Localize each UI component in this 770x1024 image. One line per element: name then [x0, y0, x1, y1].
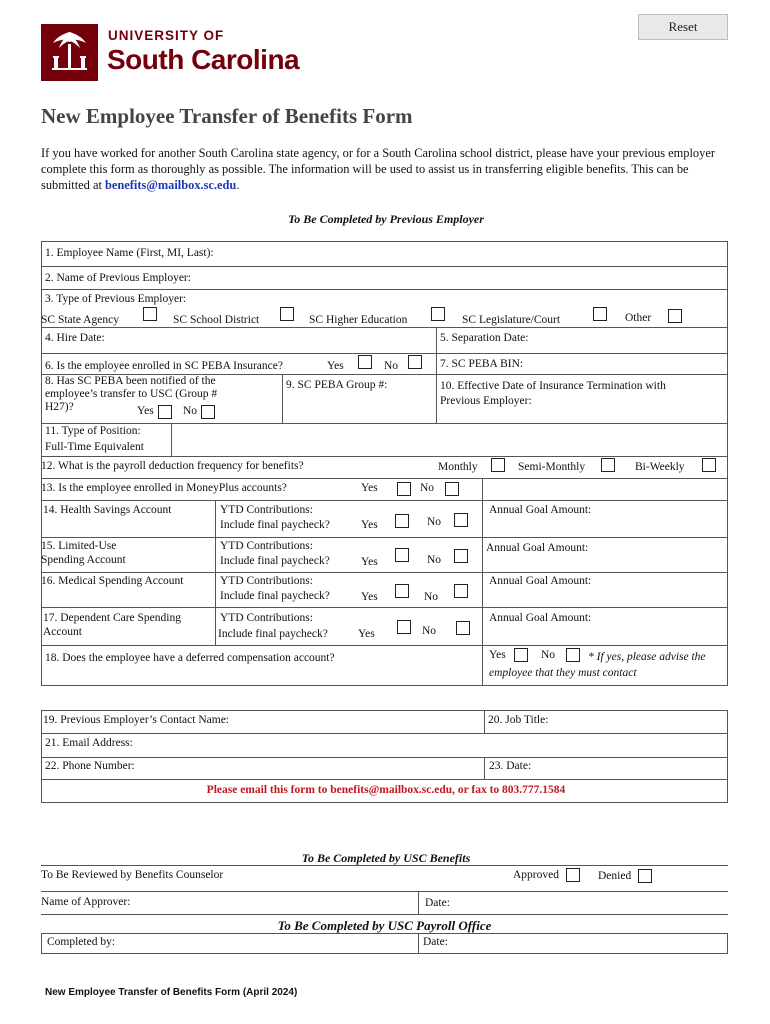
option-other: Other [625, 312, 652, 324]
grid-line [41, 779, 728, 780]
field-6-yes: Yes [327, 360, 344, 372]
grid-line [41, 327, 728, 328]
intro-email-link[interactable]: benefits@mailbox.sc.edu [105, 178, 237, 192]
field-8-yes: Yes [137, 405, 154, 417]
completed-by-label: Completed by: [47, 936, 116, 948]
field-6-label: 6. Is the employee enrolled in SC PEBA Insurance? [45, 360, 283, 372]
grid-line [484, 757, 485, 779]
grid-line [41, 645, 728, 646]
checkbox-peba-notified-yes[interactable] [158, 405, 172, 419]
logo-south-carolina: South Carolina [107, 44, 300, 75]
field-14-goal: Annual Goal Amount: [489, 504, 592, 516]
field-14-final: Include final paycheck? [220, 519, 330, 531]
grid-line [41, 289, 728, 290]
field-2-label: 2. Name of Previous Employer: [45, 272, 191, 284]
grid-line [41, 933, 728, 934]
checkbox-dcsa-yes[interactable] [397, 620, 411, 634]
grid-line [418, 933, 419, 953]
checkbox-hsa-yes[interactable] [395, 514, 409, 528]
grid-line [41, 423, 728, 424]
field-15-goal: Annual Goal Amount: [486, 542, 589, 554]
grid-line [41, 757, 728, 758]
checkbox-approved[interactable] [566, 868, 580, 882]
grid-line [41, 933, 42, 953]
checkbox-lusa-yes[interactable] [395, 548, 409, 562]
field-18-label: 18. Does the employee have a deferred compensation account? [45, 652, 335, 664]
checkbox-sc-state-agency[interactable] [143, 307, 157, 321]
reset-button[interactable]: Reset [638, 14, 728, 40]
grid-line [727, 933, 728, 953]
checkbox-denied[interactable] [638, 869, 652, 883]
page-title: New Employee Transfer of Benefits Form [41, 104, 413, 128]
field-10-label: 10. Effective Date of Insurance Termination with Previous Employer: [440, 380, 666, 407]
field-18-note: * If yes, please advise the employee that they must contact [489, 651, 706, 679]
intro-paragraph [41, 145, 731, 193]
email-fax-notice: Please email this form to benefits@mailbox.sc.edu, or fax to 803.777.1584 [206, 784, 566, 796]
field-8-label: 8. Has SC PEBA been notified of the employee’s transfer to USC (Group # H27)? [45, 375, 218, 413]
checkbox-monthly[interactable] [491, 458, 505, 472]
grid-line [418, 891, 419, 914]
field-21-label: 21. Email Address: [45, 737, 133, 749]
field-11-fte: Full-Time Equivalent [45, 441, 144, 453]
grid-line [41, 607, 728, 608]
field-6-no: No [384, 360, 399, 372]
field-18-no: No [541, 649, 556, 661]
grid-line [41, 865, 728, 866]
checkbox-msa-no[interactable] [454, 584, 468, 598]
grid-line [41, 456, 728, 457]
checkbox-moneyplus-no[interactable] [445, 482, 459, 496]
field-12-label: 12. What is the payroll deduction frequency for benefits? [41, 460, 304, 472]
grid-line [41, 802, 728, 803]
option-sc-legislature-court: SC Legislature/Court [462, 314, 561, 326]
grid-line [41, 241, 728, 242]
option-semi-monthly: Semi-Monthly [518, 461, 586, 473]
grid-line [41, 266, 728, 267]
grid-line [484, 710, 485, 733]
grid-line [41, 733, 728, 734]
checkbox-other[interactable] [668, 309, 682, 323]
checkbox-peba-insurance-yes[interactable] [358, 355, 372, 369]
approved-label: Approved [513, 869, 559, 881]
field-7-label: 7. SC PEBA BIN: [440, 358, 524, 370]
option-sc-higher-education: SC Higher Education [309, 314, 408, 326]
logo-university-of: UNIVERSITY OF [108, 28, 225, 43]
field-16-no: No [424, 591, 439, 603]
field-1-label: 1. Employee Name (First, MI, Last): [45, 247, 214, 259]
reviewed-by-label: To Be Reviewed by Benefits Counselor [41, 869, 224, 881]
field-19-label: 19. Previous Employer’s Contact Name: [43, 714, 229, 726]
grid-line [482, 645, 483, 685]
section-payroll-office: To Be Completed by USC Payroll Office [277, 918, 492, 933]
field-13-yes: Yes [361, 482, 378, 494]
option-sc-state-agency: SC State Agency [41, 314, 119, 326]
field-22-label: 22. Phone Number: [45, 760, 135, 772]
grid-line [727, 241, 728, 685]
approver-label: Name of Approver: [41, 896, 131, 908]
field-18-yes: Yes [489, 649, 506, 661]
field-8-no: No [183, 405, 198, 417]
checkbox-msa-yes[interactable] [395, 584, 409, 598]
field-15-label: 15. Limited-Use Spending Account [41, 540, 126, 566]
grid-line [436, 327, 437, 423]
approver-date-label: Date: [425, 897, 450, 909]
checkbox-peba-insurance-no[interactable] [408, 355, 422, 369]
option-bi-weekly: Bi-Weekly [635, 461, 685, 473]
field-16-label: 16. Medical Spending Account [41, 575, 184, 587]
checkbox-sc-legislature-court[interactable] [593, 307, 607, 321]
grid-line [482, 478, 483, 645]
field-16-yes: Yes [361, 591, 378, 603]
section-usc-benefits: To Be Completed by USC Benefits [301, 851, 471, 865]
option-sc-school-district: SC School District [173, 314, 260, 326]
field-15-final: Include final paycheck? [220, 555, 330, 567]
field-9-label: 9. SC PEBA Group #: [286, 379, 388, 391]
grid-line [41, 953, 728, 954]
field-14-yes: Yes [361, 519, 378, 531]
field-17-no: No [422, 625, 437, 637]
grid-line [41, 537, 728, 538]
field-14-ytd: YTD Contributions: [220, 504, 313, 516]
checkbox-moneyplus-yes[interactable] [397, 482, 411, 496]
field-17-label: 17. Dependent Care Spending Account [43, 612, 181, 638]
field-16-goal: Annual Goal Amount: [489, 575, 592, 587]
field-17-yes: Yes [358, 628, 375, 640]
checkbox-semi-monthly[interactable] [601, 458, 615, 472]
grid-line [41, 572, 728, 573]
footer-form-title: New Employee Transfer of Benefits Form (April 2024) [45, 987, 298, 998]
field-16-final: Include final paycheck? [220, 590, 330, 602]
grid-line [41, 500, 728, 501]
field-14-label: 14. Health Savings Account [43, 504, 172, 516]
intro-text: If you have worked for another South Carolina state agency, or for a South Carolina school district, please have your previous employer complete this form as thoroughly as possible. The information will be used to assist us in transferring eligible benefits. This can be submitted at [41, 146, 715, 192]
field-17-ytd: YTD Contributions: [220, 612, 313, 624]
intro-text-end: . [236, 178, 240, 192]
field-13-no: No [420, 482, 435, 494]
field-15-yes: Yes [361, 556, 378, 568]
field-23-label: 23. Date: [489, 760, 532, 772]
grid-line [215, 500, 216, 645]
checkbox-dcsa-no[interactable] [456, 621, 470, 635]
checkbox-sc-higher-education[interactable] [431, 307, 445, 321]
grid-line [282, 374, 283, 423]
field-11-label: 11. Type of Position: [45, 425, 141, 437]
usc-logo-icon [41, 24, 98, 81]
field-15-no: No [427, 554, 442, 566]
grid-line [41, 353, 728, 354]
field-16-ytd: YTD Contributions: [220, 575, 313, 587]
checkbox-bi-weekly[interactable] [702, 458, 716, 472]
field-13-label: 13. Is the employee enrolled in MoneyPlus accounts? [41, 482, 287, 494]
checkbox-peba-notified-no[interactable] [201, 405, 215, 419]
checkbox-hsa-no[interactable] [454, 513, 468, 527]
grid-line [171, 423, 172, 456]
payroll-date-label: Date: [423, 936, 448, 948]
field-14-no: No [427, 516, 442, 528]
checkbox-sc-school-district[interactable] [280, 307, 294, 321]
field-17-goal: Annual Goal Amount: [489, 612, 592, 624]
field-4-label: 4. Hire Date: [45, 332, 105, 344]
denied-label: Denied [598, 870, 632, 882]
field-17-final: Include final paycheck? [218, 628, 328, 640]
grid-line [41, 914, 728, 915]
field-5-label: 5. Separation Date: [440, 332, 529, 344]
grid-line [41, 478, 728, 479]
grid-line [41, 710, 728, 711]
grid-line [41, 685, 728, 686]
checkbox-lusa-no[interactable] [454, 549, 468, 563]
option-monthly: Monthly [438, 461, 478, 473]
field-15-ytd: YTD Contributions: [220, 540, 313, 552]
section-previous-employer: To Be Completed by Previous Employer [288, 212, 484, 226]
grid-line [41, 891, 728, 892]
field-20-label: 20. Job Title: [488, 714, 549, 726]
field-3-label: 3. Type of Previous Employer: [45, 293, 187, 305]
